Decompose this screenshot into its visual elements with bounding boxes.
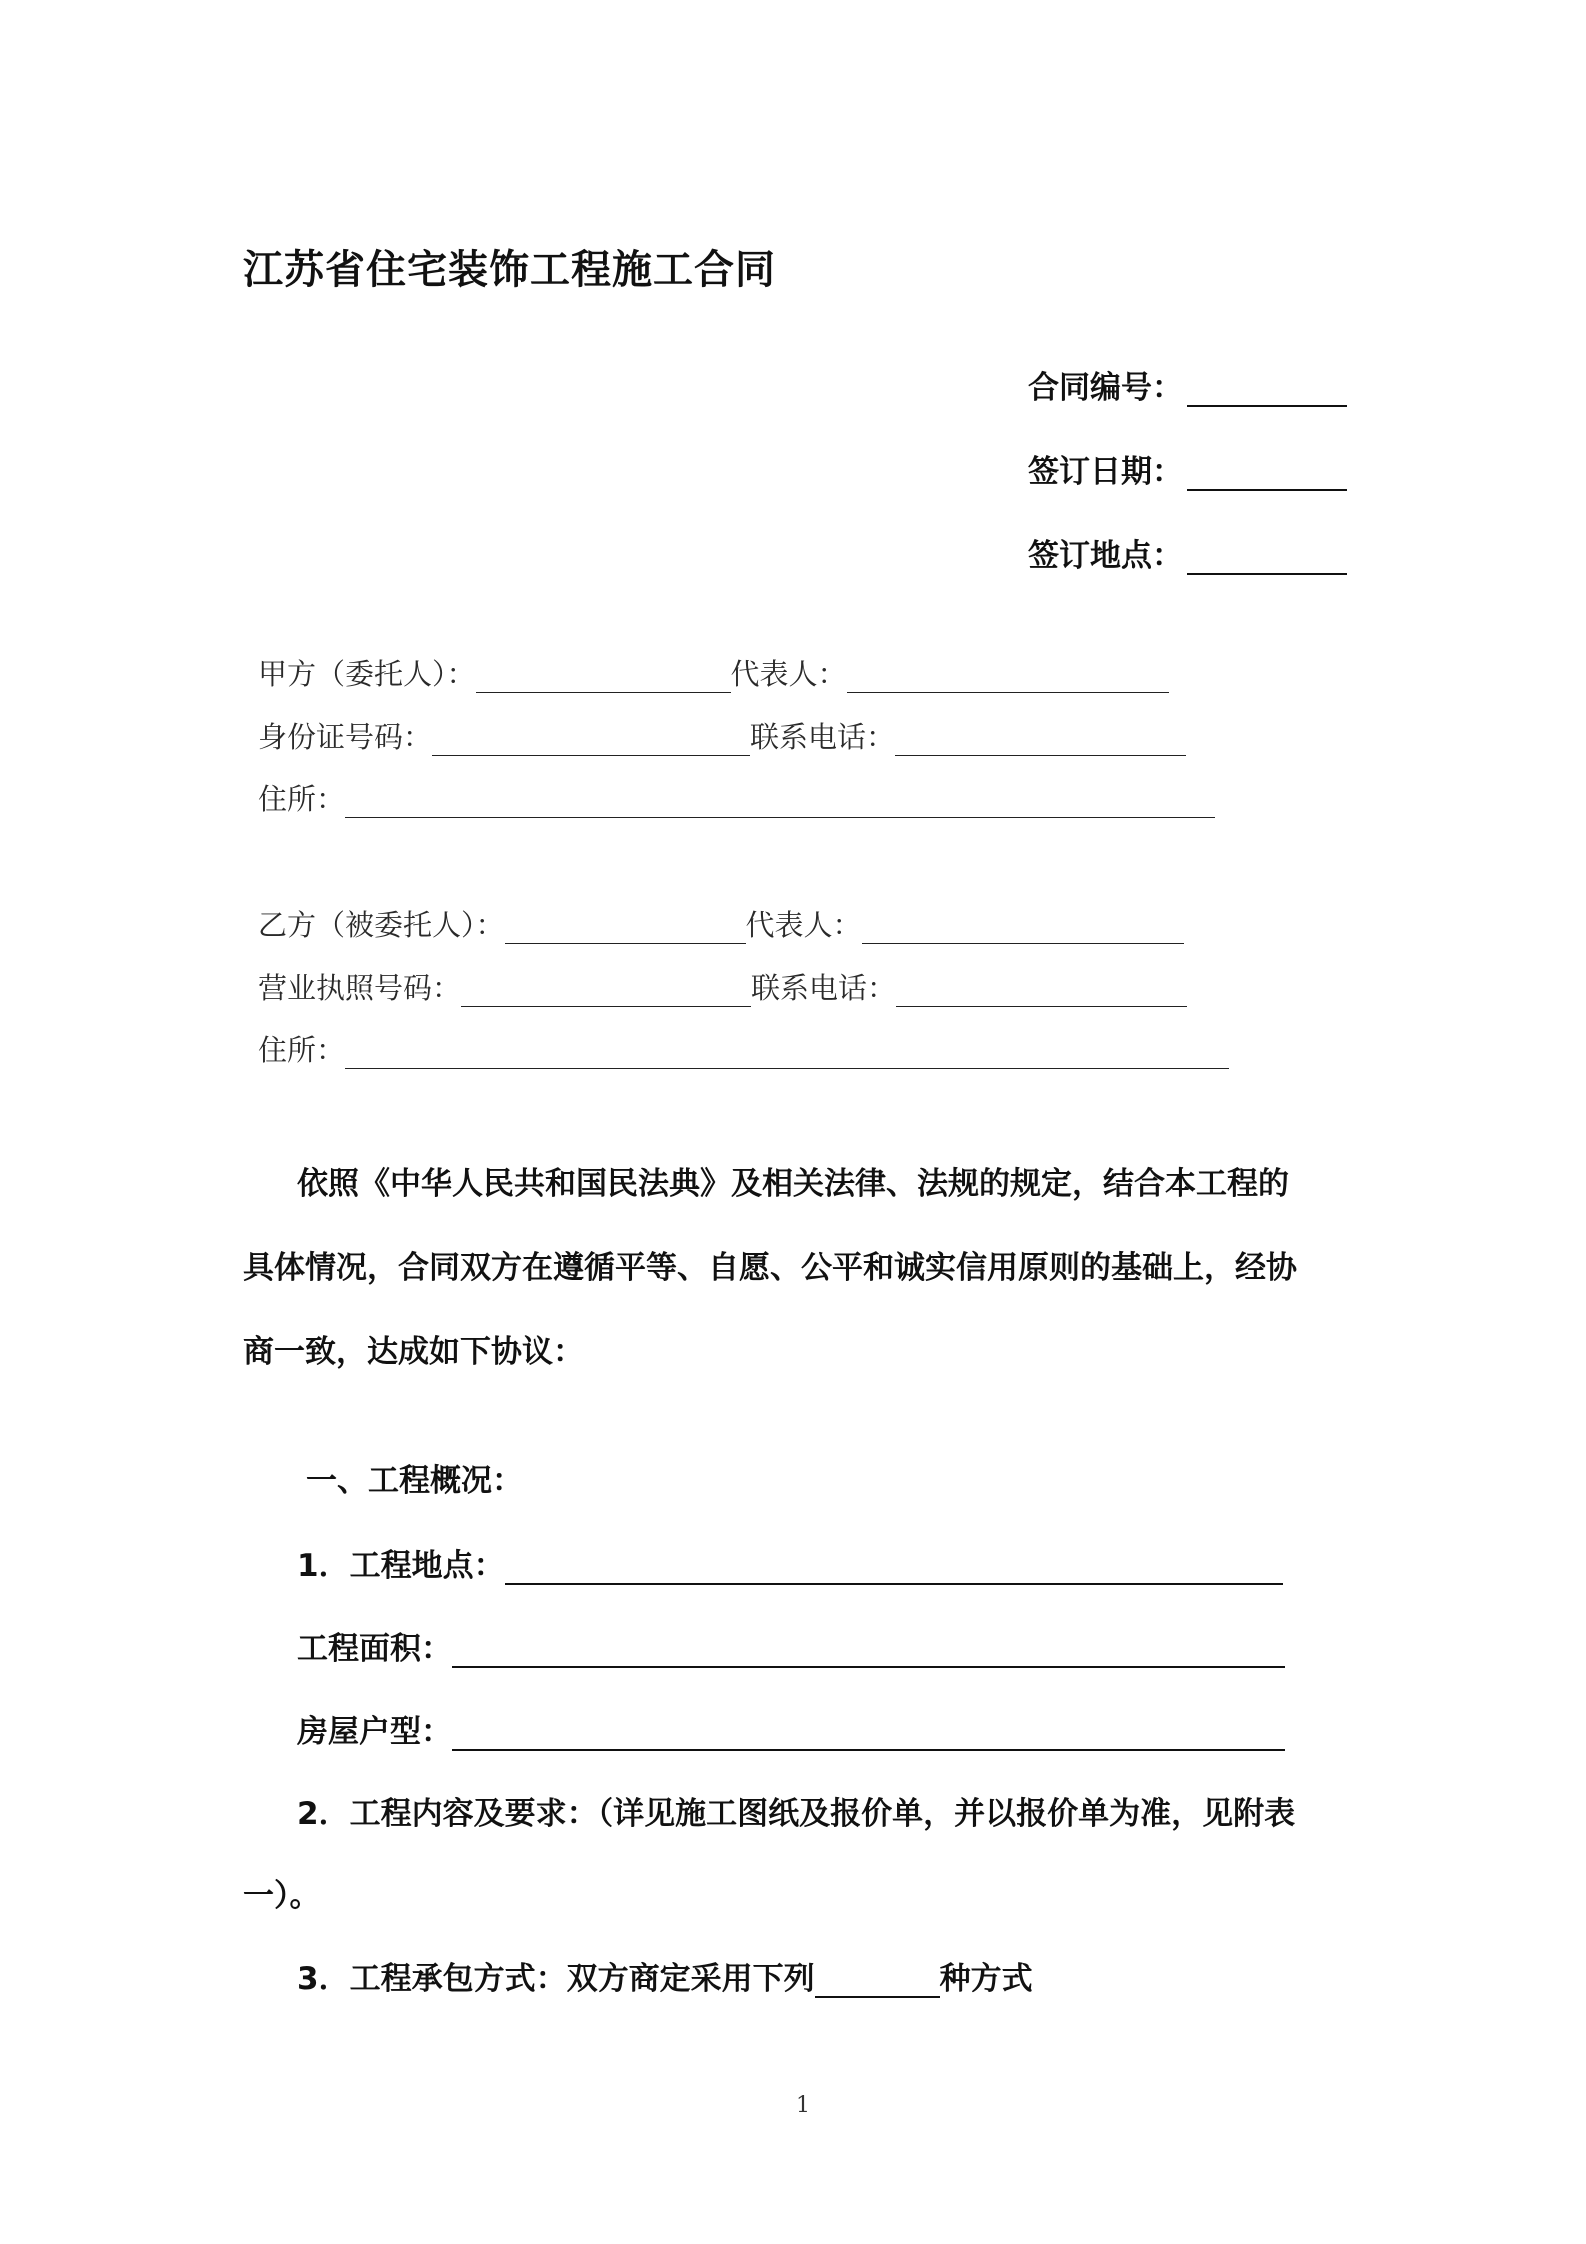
item-1-area-label: 工程面积：	[297, 1631, 452, 1667]
party-a-address-row	[258, 777, 1215, 818]
party-b-representative-label: 代表人：	[745, 908, 862, 942]
sign-date-blank	[1187, 457, 1347, 491]
item-1-location-line	[297, 1540, 1283, 1585]
item-1-house-type-line	[297, 1706, 1285, 1751]
party-b-address-row	[258, 1028, 1229, 1069]
party-a-client-label: 甲方（委托人）：	[258, 657, 476, 691]
item-3-prefix: 3．工程承包方式：双方商定采用下列	[297, 1961, 815, 1997]
party-b-representative-blank	[862, 913, 1184, 944]
contract-number-line	[1028, 362, 1347, 407]
party-a-id-row	[258, 715, 1186, 756]
party-b-license-label: 营业执照号码：	[258, 971, 462, 1005]
party-b-license-blank	[461, 976, 751, 1007]
party-b-phone-blank	[896, 976, 1187, 1007]
party-b-license-row	[258, 966, 1187, 1007]
party-b-address-blank	[345, 1038, 1229, 1069]
item-3-suffix: 种方式	[939, 1961, 1033, 1997]
document-title: 江苏省住宅装饰工程施工合同	[243, 247, 776, 293]
sign-place-line	[1028, 530, 1347, 575]
preamble-line-2: 具体情况，合同双方在遵循平等、自愿、公平和诚实信用原则的基础上，经协	[243, 1250, 1297, 1286]
party-a-phone-blank	[895, 725, 1186, 756]
sign-place-label: 签订地点：	[1028, 538, 1183, 574]
sign-date-line	[1028, 446, 1347, 491]
item-1-house-type-label: 房屋户型：	[297, 1714, 452, 1750]
party-a-client-blank	[476, 662, 731, 693]
item-1-area-blank	[452, 1634, 1285, 1668]
sign-date-label: 签订日期：	[1028, 454, 1183, 490]
item-2-line-2: 一）。	[243, 1878, 321, 1914]
page-number: 1	[796, 2093, 810, 2118]
party-a-address-label: 住所：	[258, 782, 346, 816]
party-a-id-label: 身份证号码：	[258, 720, 433, 754]
party-b-contractor-blank	[505, 913, 746, 944]
item-3-line	[297, 1953, 1033, 1998]
item-1-area-line	[297, 1623, 1285, 1668]
party-a-phone-label: 联系电话：	[750, 720, 896, 754]
sign-place-blank	[1187, 541, 1347, 575]
preamble-line-3: 商一致，达成如下协议：	[243, 1334, 584, 1370]
item-2-line-1: 2．工程内容及要求：（详见施工图纸及报价单，并以报价单为准，见附表	[297, 1796, 1296, 1832]
party-b-phone-label: 联系电话：	[751, 971, 897, 1005]
item-1-house-type-blank	[452, 1717, 1285, 1751]
section-1-heading: 一、工程概况：	[306, 1463, 523, 1499]
party-a-representative-blank	[847, 662, 1169, 693]
party-a-id-blank	[432, 725, 750, 756]
party-a-address-blank	[345, 787, 1215, 818]
item-3-blank	[815, 1964, 940, 1998]
item-1-location-blank	[505, 1551, 1283, 1585]
party-b-contractor-row	[258, 903, 1184, 944]
party-b-contractor-label: 乙方（被委托人）：	[258, 908, 505, 942]
party-b-address-label: 住所：	[258, 1033, 346, 1067]
party-a-representative-label: 代表人：	[730, 657, 847, 691]
contract-number-label: 合同编号：	[1028, 370, 1183, 406]
preamble-line-1: 依照《中华人民共和国民法典》及相关法律、法规的规定，结合本工程的	[297, 1166, 1289, 1202]
party-a-client-row	[258, 652, 1169, 693]
contract-number-blank	[1187, 373, 1347, 407]
item-1-location-label: 1．工程地点：	[297, 1548, 505, 1584]
